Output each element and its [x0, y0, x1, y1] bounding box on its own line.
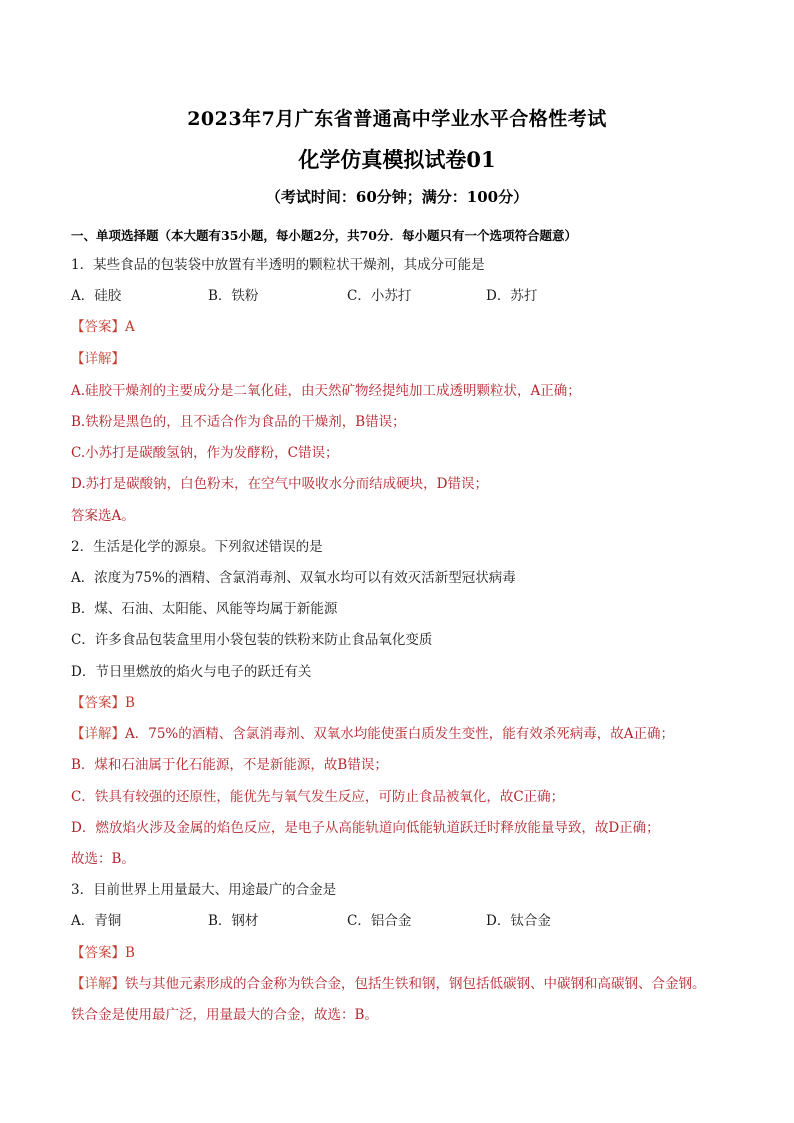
detail-tag: 【详解】 [71, 976, 125, 992]
detail-tag: 【详解】 [71, 726, 125, 742]
exam-title: 2023年7月广东省普通高中学业水平合格性考试 [187, 108, 607, 130]
question-1-explanation-1: A.硅胶干燥剂的主要成分是二氧化硅，由天然矿物经提纯加工成透明颗粒状，A正确； [71, 383, 581, 399]
answer-tag: 【答案】 [71, 319, 125, 335]
option-b: B．钢材 [208, 913, 259, 929]
question-3-explanation-1 [71, 978, 706, 992]
exam-meta: （考试时间：60分钟；满分：100分） [265, 188, 529, 206]
answer-value: B [125, 695, 135, 711]
option-a: A．硅胶 [71, 288, 122, 304]
answer-value: A [125, 319, 135, 335]
option-c: C．许多食品包装盒里用小袋包装的铁粉来防止食品氧化变质 [71, 632, 433, 648]
question-2-explanation-2: B．煤和石油属于化石能源，不是新能源，故B错误； [71, 757, 388, 773]
question-2-explanation-1 [71, 728, 674, 742]
option-d: D．钛合金 [486, 913, 551, 929]
question-1-detail-tag: 【详解】 [71, 351, 125, 367]
answer-tag: 【答案】 [71, 695, 125, 711]
question-1-conclusion: 答案选A。 [71, 508, 135, 524]
question-3-answer [71, 947, 135, 961]
question-2-conclusion: 故选：B。 [71, 851, 135, 867]
paper-title: 化学仿真模拟试卷01 [298, 147, 496, 172]
explanation-text: A．75%的酒精、含氯消毒剂、双氧水均能使蛋白质发生变性，能有效杀死病毒，故A正确； [125, 726, 675, 742]
question-3-conclusion: 铁合金是使用最广泛，用量最大的合金，故选：B。 [71, 1007, 378, 1023]
option-a: A．浓度为75%的酒精、含氯消毒剂、双氧水均可以有效灭活新型冠状病毒 [71, 570, 516, 586]
question-2-explanation-3: C．铁具有较强的还原性，能优先与氧气发生反应，可防止食品被氧化，故C正确； [71, 789, 565, 805]
option-d: D．苏打 [486, 288, 538, 304]
option-b: B．铁粉 [208, 288, 259, 304]
explanation-text: 铁与其他元素形成的合金称为铁合金，包括生铁和钢，钢包括低碳钢、中碳钢和高碳钢、合金钢。 [125, 976, 706, 992]
option-c: C．小苏打 [347, 288, 412, 304]
question-2-explanation-4: D．燃放焰火涉及金属的焰色反应，是电子从高能轨道向低能轨道跃迁时释放能量导致，故D正确； [71, 820, 660, 836]
question-1-explanation-3: C.小苏打是碳酸氢钠，作为发酵粉，C错误； [71, 445, 339, 461]
question-1-answer [71, 321, 135, 335]
question-2-answer [71, 697, 135, 711]
answer-value: B [125, 945, 135, 961]
question-1-explanation-4: D.苏打是碳酸钠，白色粉末，在空气中吸收水分而结成硬块，D错误； [71, 476, 488, 492]
section-title: 一、单项选择题（本大题有35小题，每小题2分，共70分．每小题只有一个选项符合题意） [71, 228, 577, 243]
option-d: D．节日里燃放的焰火与电子的跃迁有关 [71, 664, 312, 680]
option-b: B．煤、石油、太阳能、风能等均属于新能源 [71, 601, 338, 617]
option-a: A．青铜 [71, 913, 122, 929]
question-2-stem: 2．生活是化学的源泉。下列叙述错误的是 [71, 539, 323, 555]
answer-tag: 【答案】 [71, 945, 125, 961]
question-3-stem: 3．目前世界上用量最大、用途最广的合金是 [71, 882, 337, 898]
question-1-stem: 1．某些食品的包装袋中放置有半透明的颗粒状干燥剂，其成分可能是 [71, 257, 485, 273]
question-1-explanation-2: B.铁粉是黑色的，且不适合作为食品的干燥剂，B错误； [71, 414, 406, 430]
option-c: C．铝合金 [347, 913, 412, 929]
